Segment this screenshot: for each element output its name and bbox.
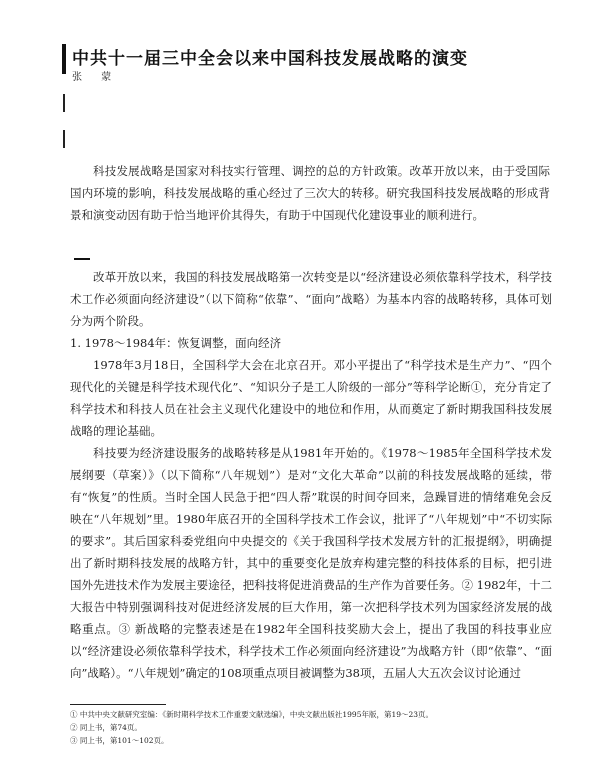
footnote: ③ 同上书，第101～102页。 bbox=[70, 736, 169, 745]
footnote: ② 同上书，第74页。 bbox=[70, 723, 142, 732]
section-number-text bbox=[0, 0, 1, 1]
footnotes bbox=[70, 708, 550, 747]
margin-mark bbox=[63, 94, 65, 112]
body-paragraph: 1978年3月18日，全国科学大会在北京召开。邓小平提出了“科学技术是生产力”、“四个现代化的关键是科学技术现代化”、“知识分子是工人阶级的一部分”等科学论断①，充分肯定了科学技术和科技人员在社会主义现代化建设中的地位和作用，从而奠定了新时期我国科技发展战略的理论基础。 bbox=[70, 358, 552, 438]
footnote: ① 中共中央文献研究室编：《新时期科学技术工作重要文献选编》，中央文献出版社1995年版，第19～23页。 bbox=[70, 710, 434, 719]
article-title: 中共十一届三中全会以来中国科技发展战略的演变 bbox=[72, 49, 468, 69]
subsection-heading: 1. 1978～1984年：恢复调整，面向经济 bbox=[70, 336, 282, 350]
article-body bbox=[70, 266, 552, 684]
body-paragraph: 科技要为经济建设服务的战略转移是从1981年开始的。《1978～1985年全国科学技术发展纲要（草案）》（以下简称“八年规划”）是对“文化大革命”以前的科技发展战略的延续，带有“恢复”的性质。当时全国人民急于把“四人帮”耽误的时间夺回来，急躁冒进的情绪难免会反映在“八年规划”里。1980年底召开的全国科学技术工作会议，批评了“八年规划”中“不切实际的要求”。其后国家科委党组向中央提交的《关于我国科学技术发展方针的汇报提纲》，明确提出了新时期科技发展的战略方针，其中的重要变化是放弃构建完整的科技体系的目标，把引进国外先进技术作为发展主要途径，把科技将促进消费品的生产作为首要任务。② 1982年，十二大报告中特别强调科技对促进经济发展的巨大作用，第一次把科学技术列为国家经济发展的战略重点。③ 新战略的完整表述是在1982年全国科技奖励大会上，提出了我国的科技事业应以“经济建设必须依靠科学技术，科学技术工作必须面向经济建设”为战略方针（即“依靠”、“面向”战略）。“八年规划”确定的108项重点项目被调整为38项，五届人大五次会议讨论通过 bbox=[70, 446, 552, 680]
body-paragraph: 改革开放以来，我国的科技发展战略第一次转变是以“经济建设必须依靠科学技术，科学技术工作必须面向经济建设”（以下简称“依靠”、“面向”战略）为基本内容的战略转移，具体可划分为两个阶段。 bbox=[70, 270, 552, 328]
title-accent-bar bbox=[62, 44, 66, 74]
article-author: 张 蒙 bbox=[72, 72, 120, 83]
footnote-divider bbox=[70, 704, 166, 705]
margin-mark bbox=[63, 130, 65, 148]
abstract-paragraph: 科技发展战略是国家对科技实行管理、调控的总的方针政策。改革开放以来，由于受国际国内环境的影响，科技发展战略的重心经过了三次大的转移。研究我国科技发展战略的形成背景和演变动因有助于恰当地评价其得失，有助于中国现代化建设事业的顺利进行。 bbox=[70, 163, 550, 222]
section-number bbox=[74, 258, 90, 260]
